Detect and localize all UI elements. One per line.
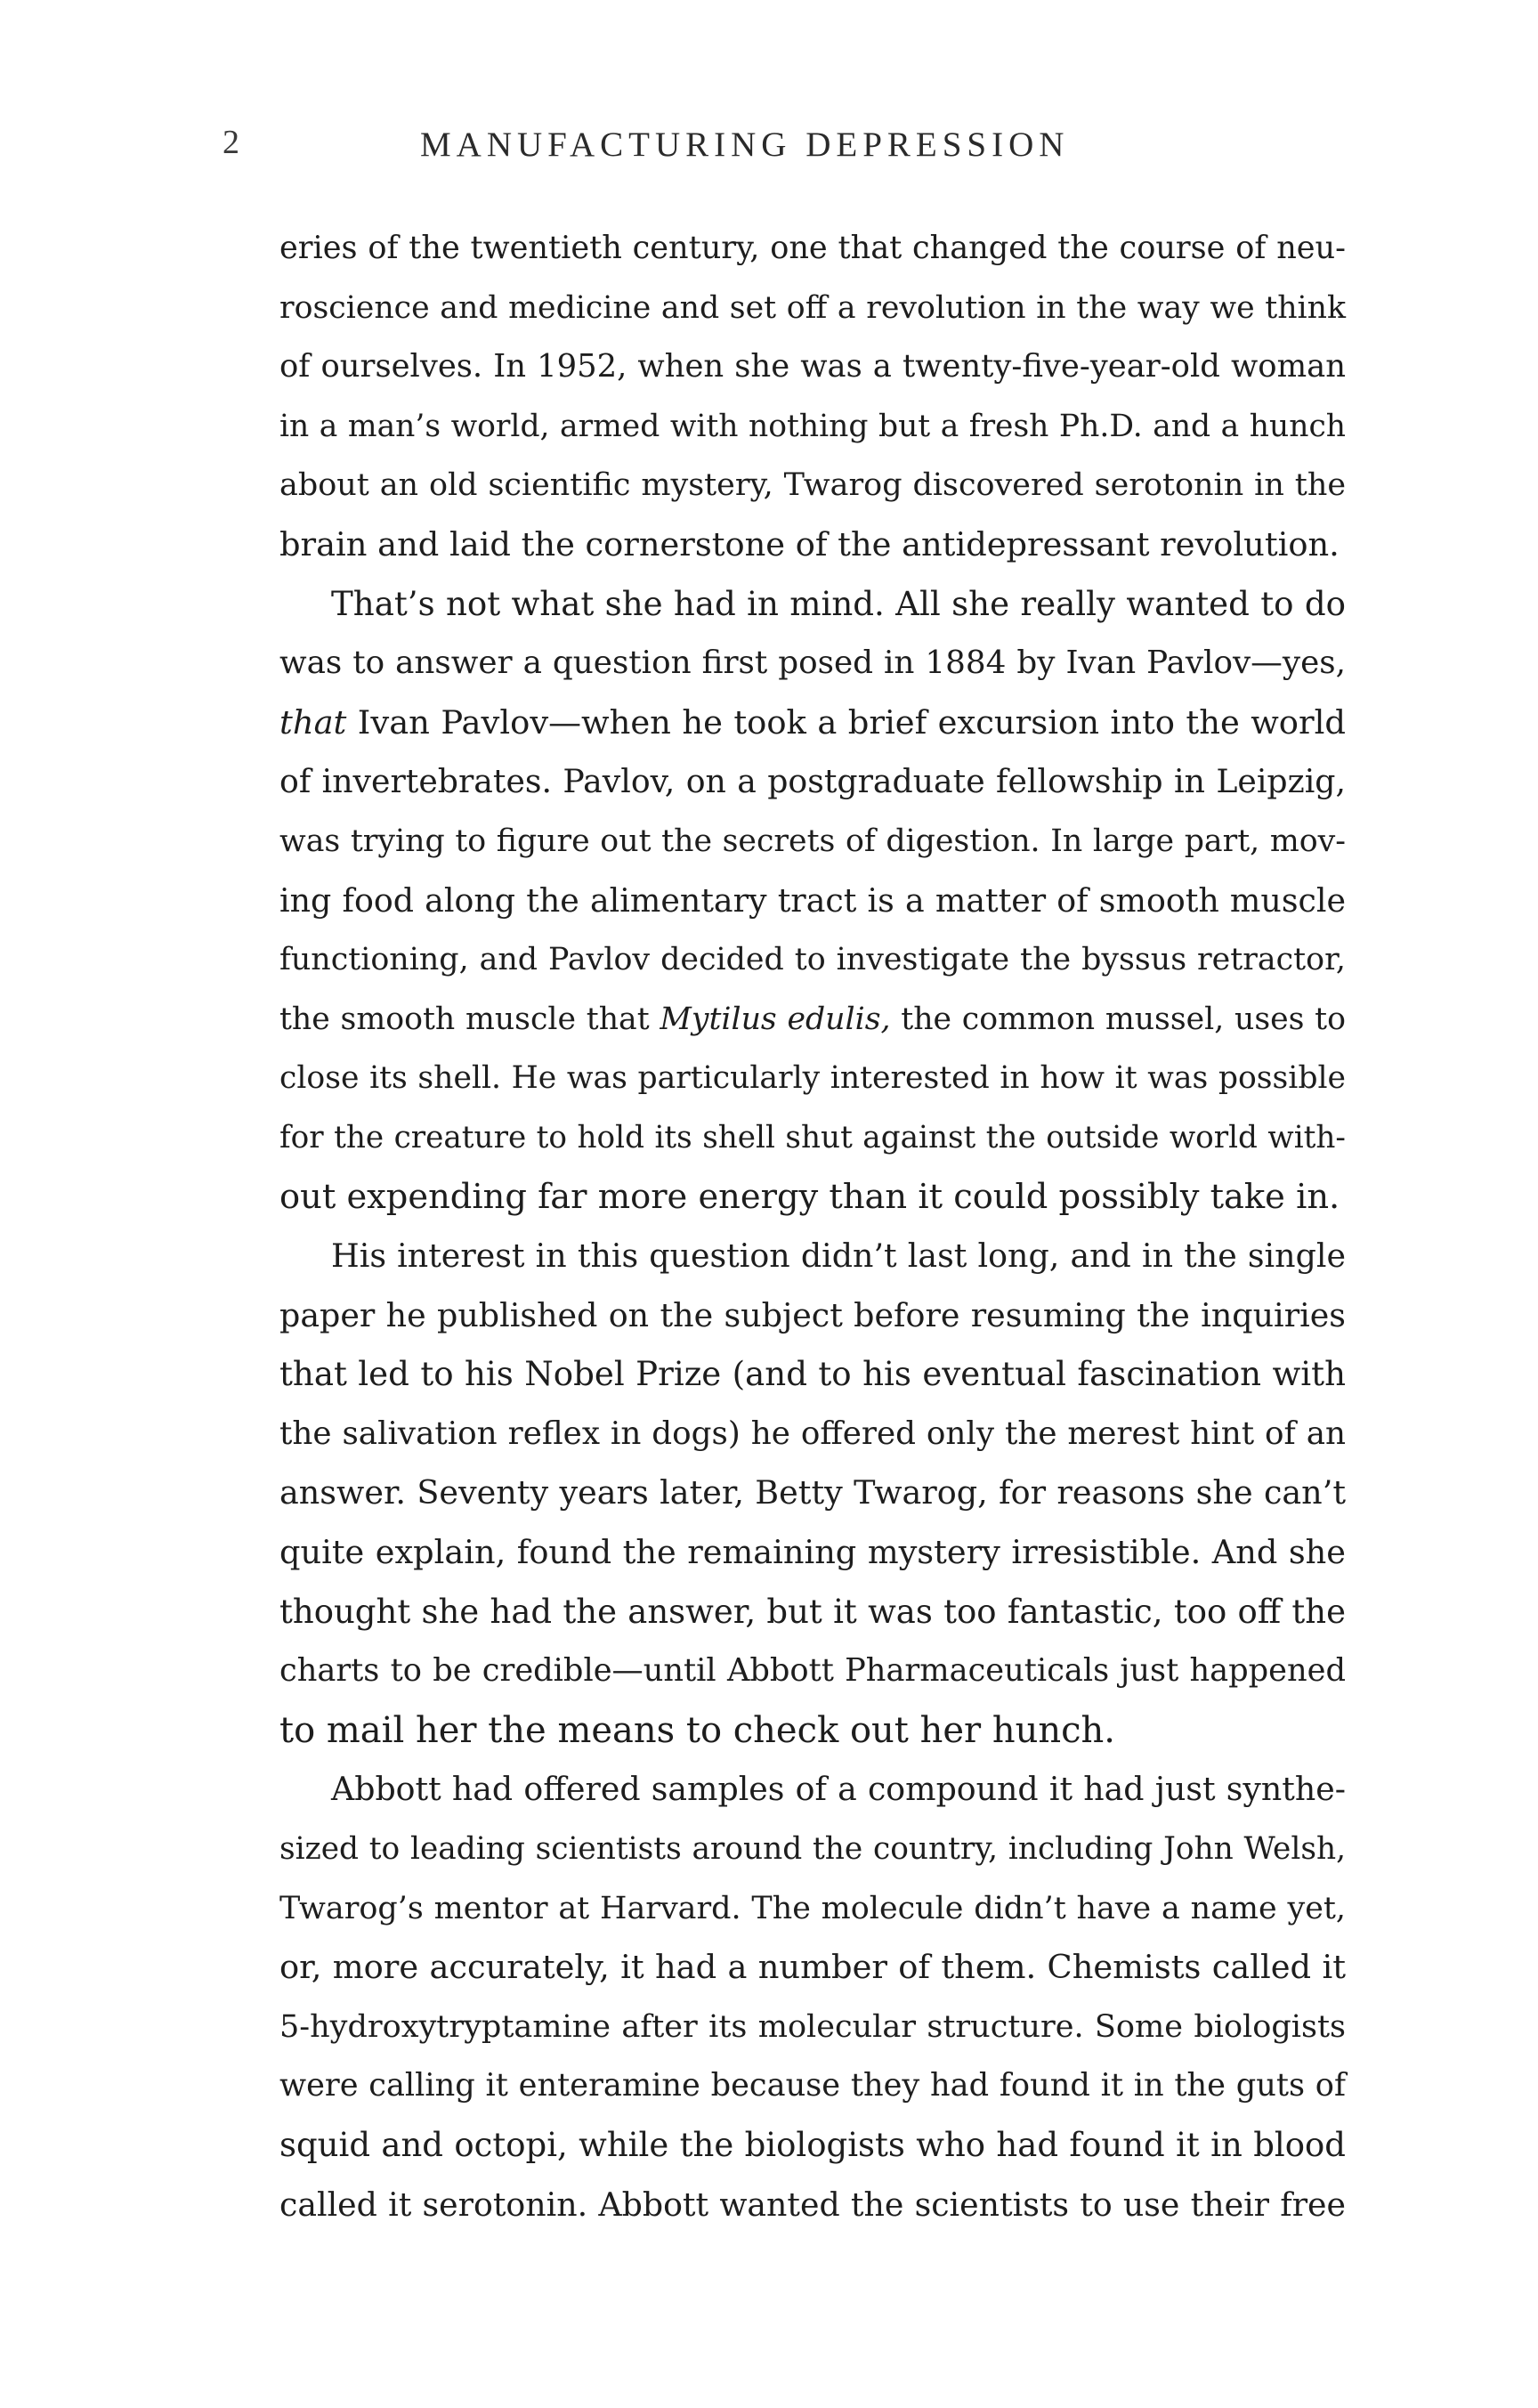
text-line: charts to be credible—until Abbott Pharmaceuticals just happened [279,1652,1346,1690]
text-line: of invertebrates. Pavlov, on a postgraduate fellowship in Leipzig, [279,762,1346,801]
paragraph [279,1227,1346,1760]
text-line: or, more accurately, it had a number of them. Chemists called it [279,1948,1346,1987]
italic-text: Mytilus edulis, [660,1001,891,1037]
text-line: thought she had the answer, but it was too fantastic, too off the [279,1592,1346,1631]
text-line: sized to leading scientists around the country, including John Welsh, [279,1831,1346,1868]
text-line: the salivation reflex in dogs) he offered only the merest hint of an [279,1415,1346,1452]
page-number: 2 [223,124,239,161]
text-line: for the creature to hold its shell shut against the outside world with- [279,1119,1346,1155]
paragraph [279,575,1346,1228]
text-line: roscience and medicine and set off a revolution in the way we think [279,289,1346,326]
text-line: brain and laid the cornerstone of the antidepressant revolution. [279,524,1340,563]
text-line: His interest in this question didn’t last long, and in the single [331,1236,1346,1276]
text-line: Abbott had offered samples of a compound it had just synthe- [331,1770,1346,1809]
body-text [279,219,1346,2234]
text-line: ing food along the alimentary tract is a matter of smooth muscle [279,880,1346,920]
text-line: the smooth muscle that Mytilus edulis, the common mussel, uses to [279,1001,1346,1037]
paragraph [279,219,1346,575]
text-line: Twarog’s mentor at Harvard. The molecule didn’t have a name yet, [279,1890,1346,1926]
text-line: that Ivan Pavlov—when he took a brief excursion into the world [279,702,1346,742]
running-head [223,123,1346,176]
text-line: functioning, and Pavlov decided to investigate the byssus retractor, [279,942,1346,978]
running-title: MANUFACTURING DEPRESSION [420,126,1070,164]
text-line: 5-hydroxytryptamine after its molecular structure. Some biologists [279,2007,1346,2045]
text-line: close its shell. He was particularly interested in how it was possible [279,1060,1346,1097]
text-line: paper he published on the subject before resuming the inquiries [279,1295,1346,1334]
text-line: was to answer a question first posed in 1884 by Ivan Pavlov—yes, [279,645,1346,682]
text-line: out expending far more energy than it could possibly take in. [279,1176,1340,1217]
text-line: called it serotonin. Abbott wanted the scientists to use their free [279,2185,1346,2224]
text-line: quite explain, found the remaining mystery irresistible. And she [279,1533,1346,1572]
text-line: in a man’s world, armed with nothing but a fresh Ph.D. and a hunch [279,408,1346,444]
paragraph [279,1760,1346,2234]
text-line: That’s not what she had in mind. All she really wanted to do [331,584,1346,623]
text-line: was trying to figure out the secrets of digestion. In large part, mov- [279,823,1346,859]
text-line: about an old scientific mystery, Twarog discovered serotonin in the [279,467,1346,504]
text-line: answer. Seventy years later, Betty Twarog, for reasons she can’t [279,1473,1346,1512]
text-line: eries of the twentieth century, one that changed the course of neu- [279,230,1346,266]
text-line: squid and octopi, while the biologists who had found it in blood [279,2126,1346,2164]
text-line: that led to his Nobel Prize (and to his eventual fascination with [279,1355,1346,1394]
text-line: of ourselves. In 1952, when she was a twenty-five-year-old woman [279,348,1346,385]
italic-text: that [279,702,347,742]
text-line: were calling it enteramine because they had found it in the guts of [279,2067,1346,2104]
text-line: to mail her the means to check out her hunch. [279,1709,1116,1751]
